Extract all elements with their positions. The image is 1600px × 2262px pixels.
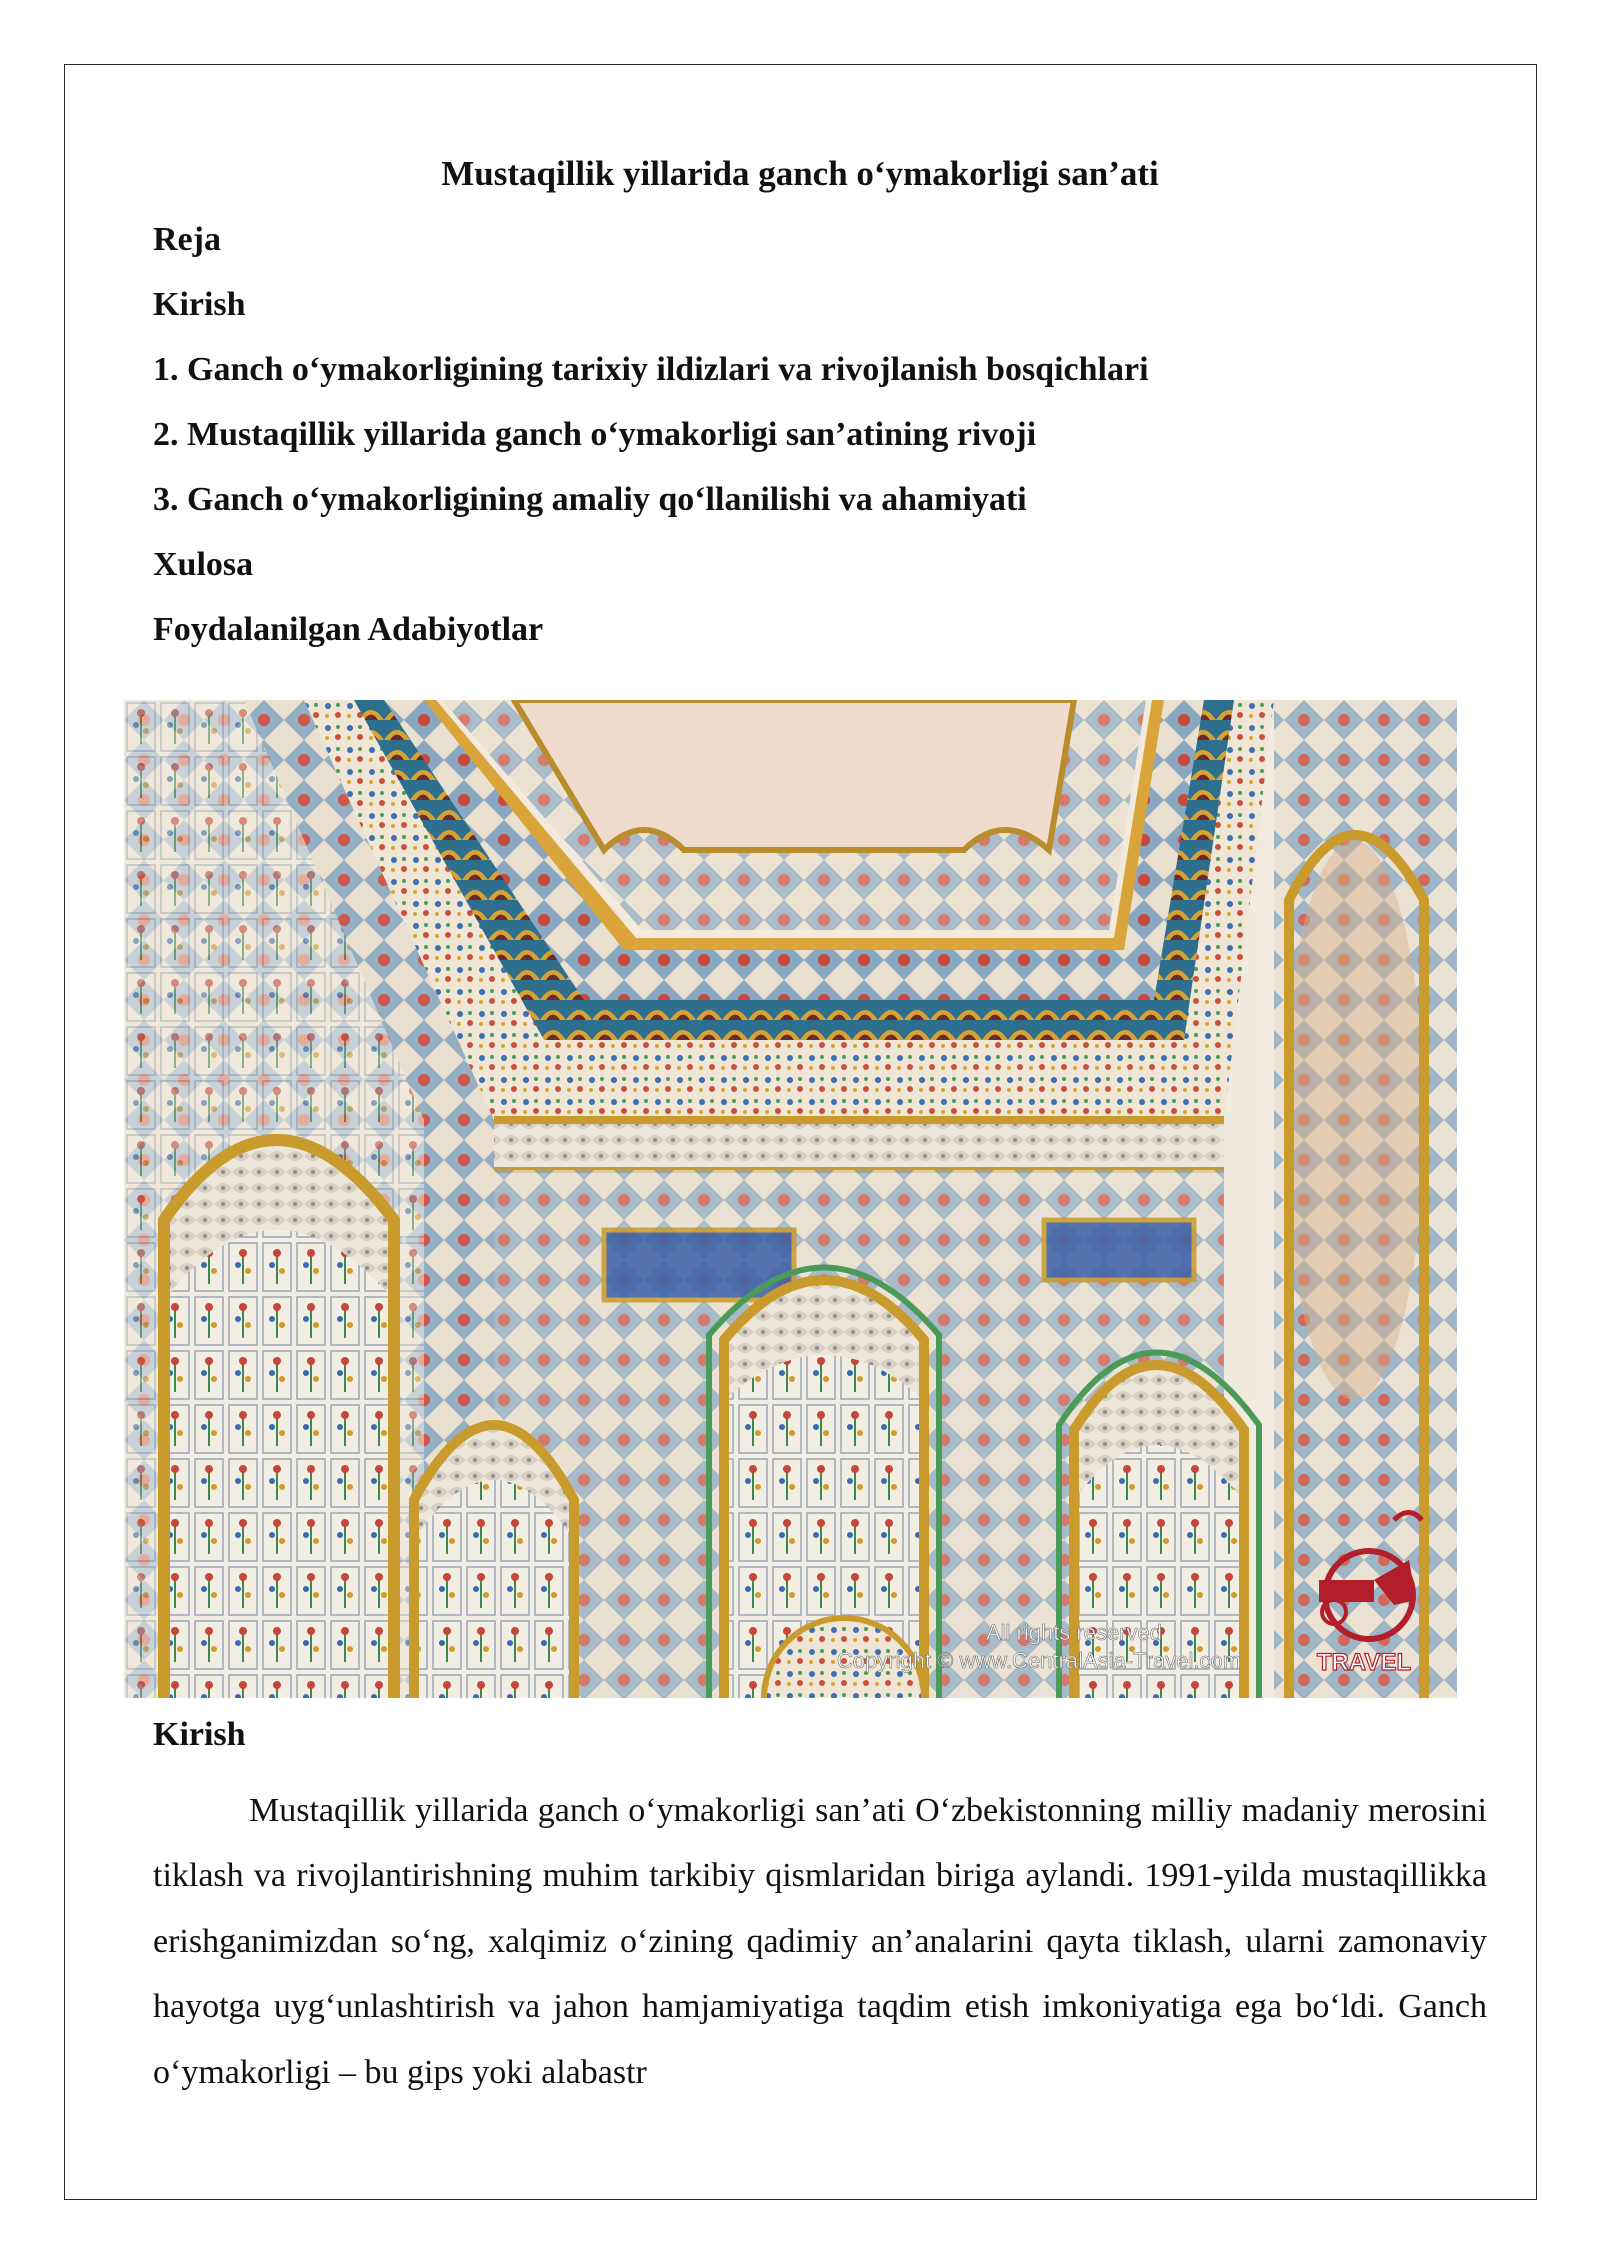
plan-item-3: 3. Ganch o‘ymakorligining amaliy qo‘llanilishi va ahamiyati (153, 481, 1027, 518)
plan-heading: Reja (153, 221, 221, 258)
document-title: Mustaqillik yillarida ganch o‘ymakorligi san’ati (441, 154, 1159, 193)
watermark-rights-text: All rights reserved (985, 1620, 1163, 1645)
ganch-interior-photo (124, 700, 1457, 1698)
plan-item-2: 2. Mustaqillik yillarida ganch o‘ymakorligi san’atining rivoji (153, 416, 1037, 453)
intro-paragraph: Mustaqillik yillarida ganch o‘ymakorligi san’ati O‘zbekistonning milliy madaniy merosini tiklash va rivojlantirishning muhim tarkibiy qismlaridan biriga aylandi. 1991-yilda mustaqillikka erishganimizdan so‘ng, xalqimiz o‘zining qadimiy an’analarini qayta tiklash, ularni zamonaviy hayotga uyg‘unlashtirish va jahon hamjamiyatiga taqdim etish imkoniyatiga ega bo‘ldi. Ganch o‘ymakorligi – bu gips yoki alabastr (153, 1792, 1487, 2091)
plan-item-conclusion: Xulosa (153, 546, 254, 583)
plan-list (153, 218, 1483, 673)
intro-heading: Kirish (153, 1716, 246, 1753)
plan-item-references: Foydalanilgan Adabiyotlar (153, 611, 544, 648)
travel-logo-text: TRAVEL (1316, 1649, 1412, 1676)
plan-item-introduction: Kirish (153, 286, 246, 323)
watermark-copyright-text: Copyright © www.CentralAsia-Travel.com (836, 1648, 1242, 1673)
plan-item-1: 1. Ganch o‘ymakorligining tarixiy ildizlari va rivojlanish bosqichlari (153, 351, 1149, 388)
